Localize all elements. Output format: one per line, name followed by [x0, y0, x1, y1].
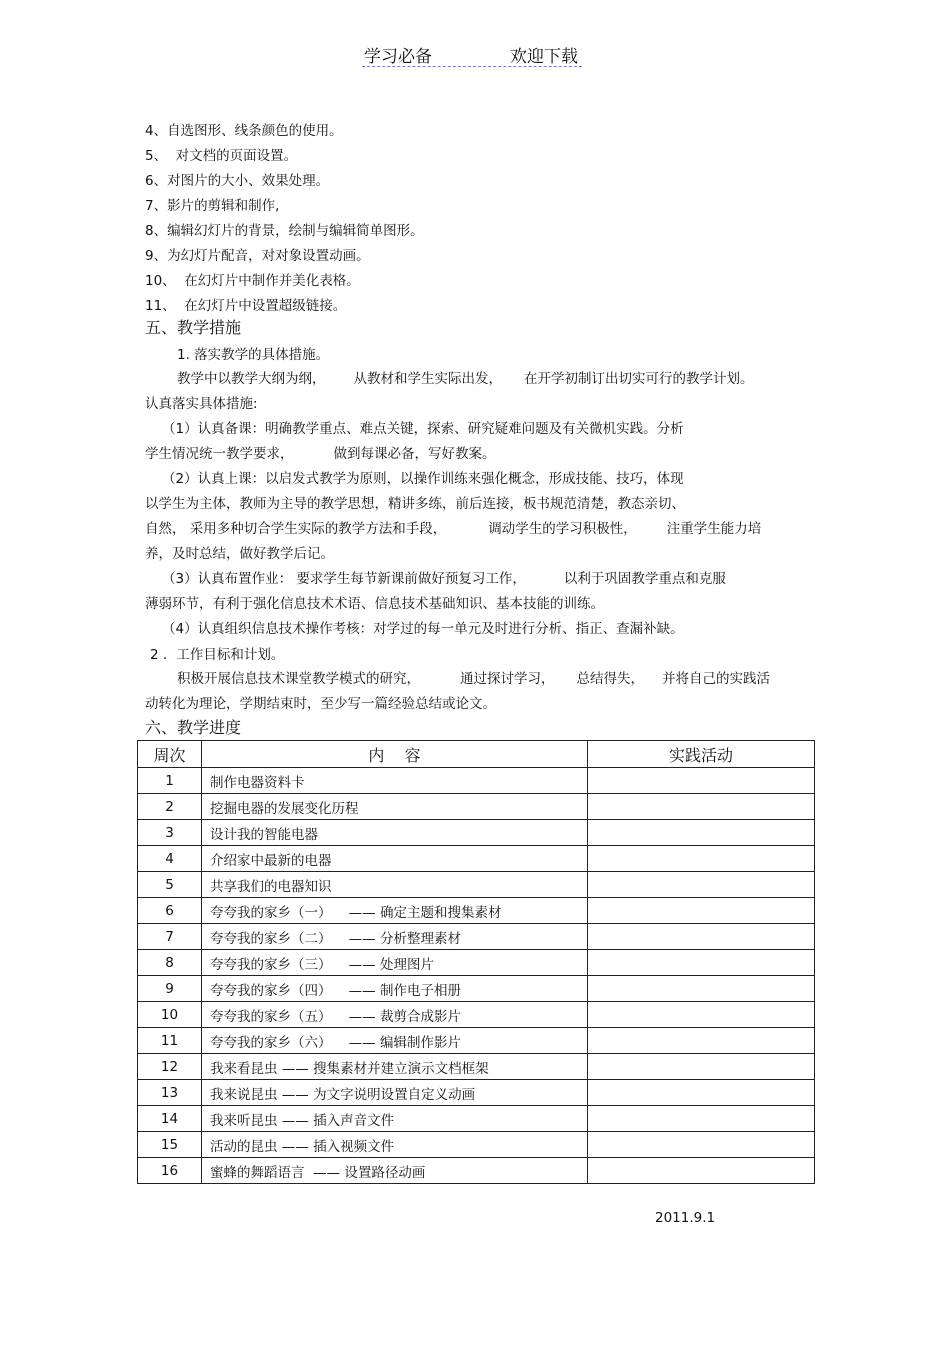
header-content: 内 容: [202, 741, 588, 768]
cell-week: 1: [138, 768, 202, 794]
cell-practice: [588, 1054, 815, 1080]
cell-content: 蜜蜂的舞蹈语言 —— 设置路径动画: [202, 1158, 588, 1184]
cell-week: 2: [138, 794, 202, 820]
cell-content: 共享我们的电器知识: [202, 872, 588, 898]
cell-content: 设计我的智能电器: [202, 820, 588, 846]
text: 自然， 采用多种切合学生实际的教学方法和手段，: [145, 521, 447, 537]
paragraph-line: [177, 670, 770, 688]
cell-practice: [588, 950, 815, 976]
table-row: [138, 924, 815, 950]
cell-week: 6: [138, 898, 202, 924]
cell-content: 制作电器资料卡: [202, 768, 588, 794]
cell-week: 10: [138, 1002, 202, 1028]
table-row: [138, 1054, 815, 1080]
page-header: [362, 40, 582, 67]
text: 学生情况统一教学要求，: [145, 446, 294, 462]
cell-practice: [588, 1132, 815, 1158]
text: 积极开展信息技术课堂教学模式的研究，: [177, 671, 420, 687]
list-item: 6、对图片的大小、效果处理。: [145, 173, 330, 189]
table-row: [138, 898, 815, 924]
text: （3）认真布置作业： 要求学生每节新课前做好预复习工作，: [162, 571, 526, 587]
paragraph-line: 认真落实具体措施:: [145, 396, 258, 412]
text: 以利于巩固教学重点和克服: [563, 571, 726, 587]
cell-week: 7: [138, 924, 202, 950]
cell-content: 夸夸我的家乡（五） —— 裁剪合成影片: [202, 1002, 588, 1028]
cell-practice: [588, 1028, 815, 1054]
paragraph-line: （1）认真备课：明确教学重点、难点关键，探索、研究疑难问题及有关微机实践。分析: [162, 421, 684, 437]
text: 在开学初制订出切实可行的教学计划。: [524, 371, 754, 387]
list-item: 5、 对文档的页面设置。: [145, 148, 298, 164]
list-item: 4、自选图形、线条颜色的使用。: [145, 123, 343, 139]
paragraph-line: 动转化为理论，学期结束时，至少写一篇经验总结或论文。: [145, 696, 496, 712]
table-row: [138, 820, 815, 846]
cell-practice: [588, 846, 815, 872]
cell-practice: [588, 1002, 815, 1028]
cell-content: 介绍家中最新的电器: [202, 846, 588, 872]
list-item: 10、 在幻灯片中制作并美化表格。: [145, 273, 360, 289]
text: 教学中以教学大纲为纲，: [177, 371, 326, 387]
header-right: 欢迎下载: [510, 47, 578, 67]
cell-content: 挖掘电器的发展变化历程: [202, 794, 588, 820]
table-row: [138, 846, 815, 872]
cell-practice: [588, 898, 815, 924]
sub-heading-1: 1. 落实教学的具体措施。: [177, 347, 330, 363]
cell-practice: [588, 1106, 815, 1132]
cell-week: 14: [138, 1106, 202, 1132]
cell-practice: [588, 794, 815, 820]
cell-content: 夸夸我的家乡（一） —— 确定主题和搜集素材: [202, 898, 588, 924]
text: 总结得失，: [576, 671, 644, 687]
text: 做到每课必备，写好教案。: [333, 446, 496, 462]
cell-content: 夸夸我的家乡（三） —— 处理图片: [202, 950, 588, 976]
section-5-title: 五、教学措施: [145, 318, 242, 337]
table-row: [138, 1002, 815, 1028]
schedule-table: [137, 740, 815, 1184]
paragraph-line: 养，及时总结，做好教学后记。: [145, 546, 334, 562]
paragraph-line: [145, 520, 761, 538]
cell-week: 16: [138, 1158, 202, 1184]
list-item: 7、影片的剪辑和制作,: [145, 198, 280, 214]
sub-heading-2: 2 ．工作目标和计划。: [150, 647, 285, 663]
cell-week: 5: [138, 872, 202, 898]
cell-practice: [588, 768, 815, 794]
cell-content: 夸夸我的家乡（六） —— 编辑制作影片: [202, 1028, 588, 1054]
cell-practice: [588, 924, 815, 950]
table-row: [138, 1132, 815, 1158]
text: 并将自己的实践活: [662, 671, 770, 687]
table-row: [138, 1106, 815, 1132]
header-practice: 实践活动: [588, 741, 815, 768]
table-row: [138, 872, 815, 898]
section-6-title: 六、教学进度: [145, 718, 242, 737]
cell-week: 9: [138, 976, 202, 1002]
cell-practice: [588, 872, 815, 898]
cell-content: 我来说昆虫 —— 为文字说明设置自定义动画: [202, 1080, 588, 1106]
table-row: [138, 950, 815, 976]
paragraph-line: （2）认真上课：以启发式教学为原则，以操作训练来强化概念，形成技能、技巧，体现: [162, 471, 684, 487]
cell-content: 我来看昆虫 —— 搜集素材并建立演示文档框架: [202, 1054, 588, 1080]
table-row: [138, 976, 815, 1002]
cell-content: 夸夸我的家乡（二） —— 分析整理素材: [202, 924, 588, 950]
cell-content: 我来听昆虫 —— 插入声音文件: [202, 1106, 588, 1132]
text: 调动学生的学习积极性，: [488, 521, 637, 537]
document-date: 2011.9.1: [655, 1210, 716, 1226]
paragraph-line: [162, 570, 726, 588]
list-item: 8、编辑幻灯片的背景，绘制与编辑简单图形。: [145, 223, 424, 239]
cell-week: 12: [138, 1054, 202, 1080]
cell-practice: [588, 820, 815, 846]
cell-week: 8: [138, 950, 202, 976]
text: 从教材和学生实际出发，: [353, 371, 502, 387]
cell-week: 3: [138, 820, 202, 846]
paragraph-line: [177, 370, 754, 388]
cell-content: 活动的昆虫 —— 插入视频文件: [202, 1132, 588, 1158]
cell-content: 夸夸我的家乡（四） —— 制作电子相册: [202, 976, 588, 1002]
table-row: [138, 1158, 815, 1184]
header-week: 周次: [138, 741, 202, 768]
table-header-row: [138, 741, 815, 768]
paragraph-line: 以学生为主体，教师为主导的教学思想，精讲多练，前后连接，板书规范清楚，教态亲切、: [145, 496, 685, 512]
cell-practice: [588, 1158, 815, 1184]
cell-week: 15: [138, 1132, 202, 1158]
cell-practice: [588, 976, 815, 1002]
list-item: 9、为幻灯片配音，对对象设置动画。: [145, 248, 370, 264]
table-row: [138, 794, 815, 820]
paragraph-line: [145, 445, 496, 463]
cell-practice: [588, 1080, 815, 1106]
cell-week: 11: [138, 1028, 202, 1054]
paragraph-line: 薄弱环节，有利于强化信息技术术语、信息技术基础知识、基本技能的训练。: [145, 596, 604, 612]
list-item: 11、 在幻灯片中设置超级链接。: [145, 298, 347, 314]
table-row: [138, 768, 815, 794]
table-row: [138, 1028, 815, 1054]
text: 通过探讨学习，: [460, 671, 555, 687]
text: 注重学生能力培: [666, 521, 762, 537]
table-row: [138, 1080, 815, 1106]
paragraph-line: （4）认真组织信息技术操作考核：对学过的每一单元及时进行分析、指正、查漏补缺。: [162, 621, 684, 637]
cell-week: 4: [138, 846, 202, 872]
header-left: 学习必备: [364, 47, 432, 67]
cell-week: 13: [138, 1080, 202, 1106]
